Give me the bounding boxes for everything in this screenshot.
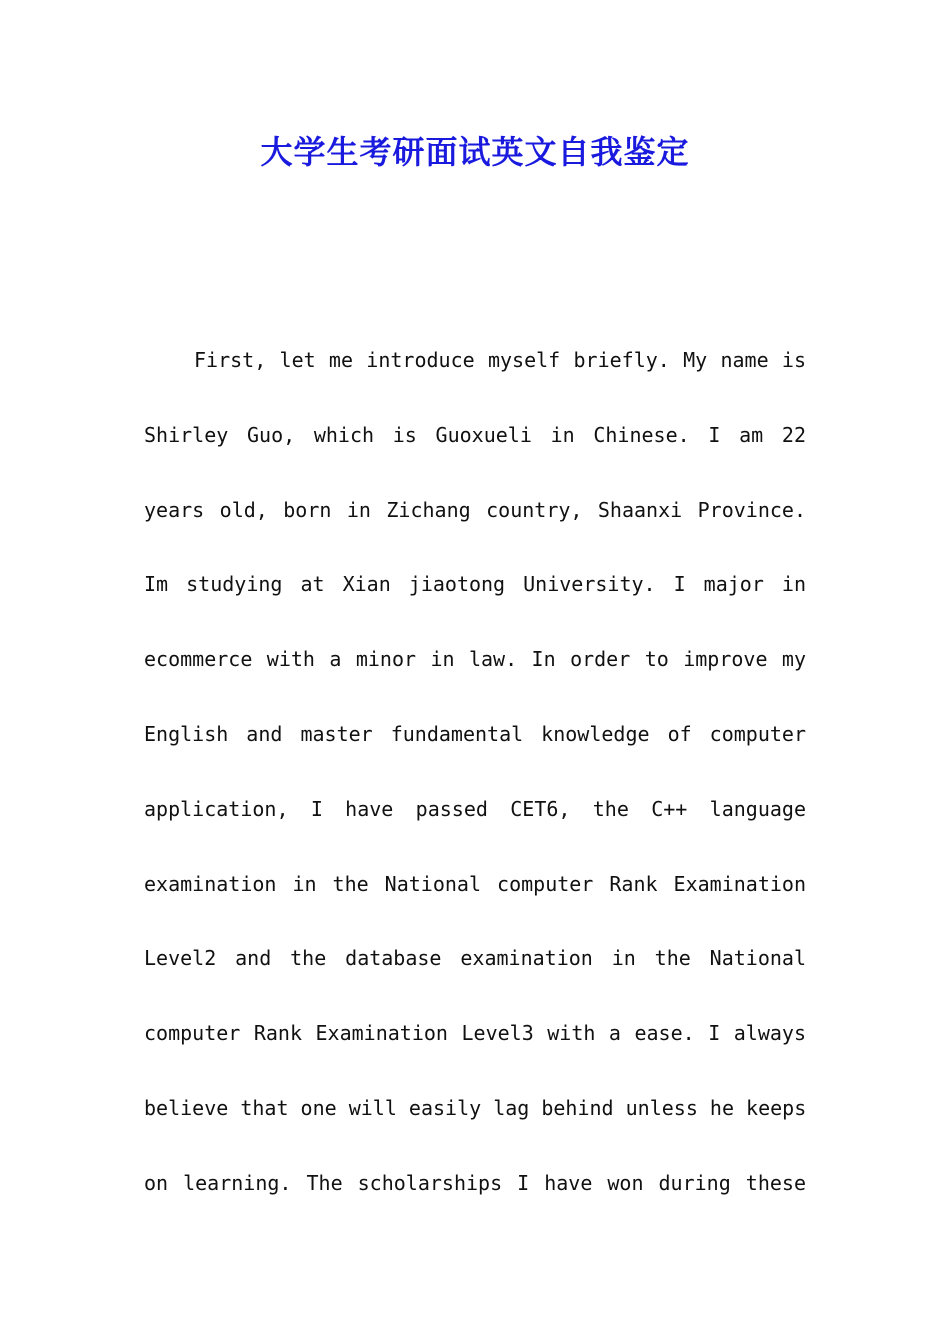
body-line: application, I have passed CET6, the C++ language [144,796,806,821]
body-line: examination in the National computer Rank Examination [144,871,806,896]
body-line: First, let me introduce myself briefly. My name is [194,348,806,372]
body-line: ecommerce with a minor in law. In order to improve my [144,647,806,672]
body-line: Level2 and the database examination in the National [144,946,806,971]
body-line: years old, born in Zichang country, Shaanxi Province. [144,497,806,522]
document-body [144,336,806,1234]
body-line: believe that one will easily lag behind unless he keeps [144,1095,806,1120]
body-line: computer Rank Examination Level3 with a ease. I always [144,1021,806,1046]
body-line: Im studying at Xian jiaotong University. I major in [144,572,806,597]
body-line: English and master fundamental knowledge of computer [144,721,806,746]
document-title: 大学生考研面试英文自我鉴定 [260,133,690,171]
body-line: on learning. The scholarships I have won during these [144,1170,806,1195]
body-line: Shirley Guo, which is Guoxueli in Chinese. I am 22 [144,422,806,447]
